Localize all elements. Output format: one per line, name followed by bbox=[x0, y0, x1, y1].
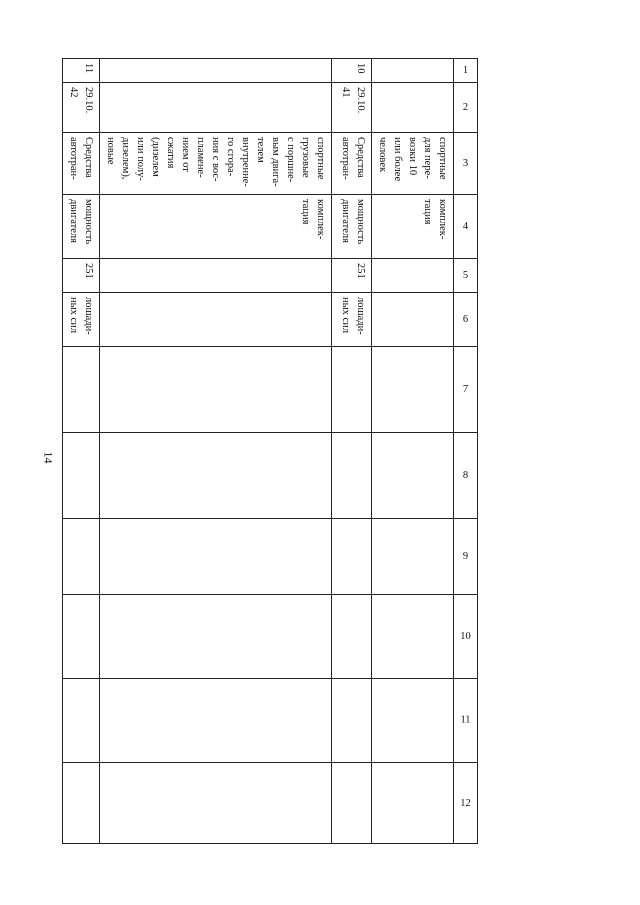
column-number-row bbox=[454, 59, 478, 844]
parameter-name: мощность двигателя bbox=[332, 195, 372, 259]
product-code: 29.10. 41 bbox=[332, 83, 372, 133]
table-row bbox=[332, 59, 372, 844]
row-number bbox=[372, 59, 454, 83]
row-number: 11 bbox=[63, 59, 100, 83]
row-number bbox=[100, 59, 332, 83]
column-header: 6 bbox=[454, 293, 478, 347]
page-number-text: 14 bbox=[41, 451, 56, 463]
product-name: спортные для пере- возки 10 или более человек bbox=[372, 133, 454, 195]
empty-cell bbox=[63, 763, 100, 844]
empty-cell bbox=[63, 679, 100, 763]
table-row bbox=[63, 59, 100, 844]
parameter-name: комплек- тация bbox=[372, 195, 454, 259]
parameter-name: мощность двигателя bbox=[63, 195, 100, 259]
page-number bbox=[40, 442, 56, 472]
product-code: 29.10. 42 bbox=[63, 83, 100, 133]
row-number: 10 bbox=[332, 59, 372, 83]
product-code bbox=[372, 83, 454, 133]
unit-code bbox=[372, 259, 454, 293]
empty-cell bbox=[63, 433, 100, 519]
empty-cell bbox=[332, 519, 372, 595]
unit-code: 251 bbox=[63, 259, 100, 293]
product-name: Средства автотран- bbox=[332, 133, 372, 195]
column-header: 8 bbox=[454, 433, 478, 519]
empty-cell bbox=[372, 433, 454, 519]
unit-code: 251 bbox=[332, 259, 372, 293]
column-header: 2 bbox=[454, 83, 478, 133]
empty-cell bbox=[63, 519, 100, 595]
empty-cell bbox=[372, 679, 454, 763]
column-header: 1 bbox=[454, 59, 478, 83]
empty-cell bbox=[372, 763, 454, 844]
table-row bbox=[372, 59, 454, 844]
specification-table bbox=[62, 58, 478, 844]
empty-cell bbox=[332, 763, 372, 844]
unit-code bbox=[100, 259, 332, 293]
parameter-name: комплек- тация bbox=[100, 195, 332, 259]
empty-cell bbox=[372, 595, 454, 679]
empty-cell bbox=[372, 519, 454, 595]
empty-cell bbox=[100, 347, 332, 433]
product-name: спортные грузовые с поршне- вым двига- телем внутренне- го сгора- ния с вос- пламене- нием от сжатия (дизелем или полу- дизелем), новые bbox=[100, 133, 332, 195]
empty-cell bbox=[100, 763, 332, 844]
column-header: 11 bbox=[454, 679, 478, 763]
column-header: 4 bbox=[454, 195, 478, 259]
empty-cell bbox=[100, 433, 332, 519]
product-code bbox=[100, 83, 332, 133]
empty-cell bbox=[332, 595, 372, 679]
empty-cell bbox=[332, 679, 372, 763]
column-header: 3 bbox=[454, 133, 478, 195]
column-header: 12 bbox=[454, 763, 478, 844]
unit-name: лошади- ных сил bbox=[63, 293, 100, 347]
document-sheet bbox=[68, 58, 478, 843]
empty-cell bbox=[100, 679, 332, 763]
empty-cell bbox=[100, 519, 332, 595]
empty-cell bbox=[100, 595, 332, 679]
column-header: 9 bbox=[454, 519, 478, 595]
empty-cell bbox=[372, 347, 454, 433]
empty-cell bbox=[332, 433, 372, 519]
unit-name bbox=[100, 293, 332, 347]
column-header: 10 bbox=[454, 595, 478, 679]
unit-name: лошади- ных сил bbox=[332, 293, 372, 347]
column-header: 7 bbox=[454, 347, 478, 433]
empty-cell bbox=[332, 347, 372, 433]
column-header: 5 bbox=[454, 259, 478, 293]
table-row bbox=[100, 59, 332, 844]
empty-cell bbox=[63, 595, 100, 679]
unit-name bbox=[372, 293, 454, 347]
product-name: Средства автотран- bbox=[63, 133, 100, 195]
empty-cell bbox=[63, 347, 100, 433]
